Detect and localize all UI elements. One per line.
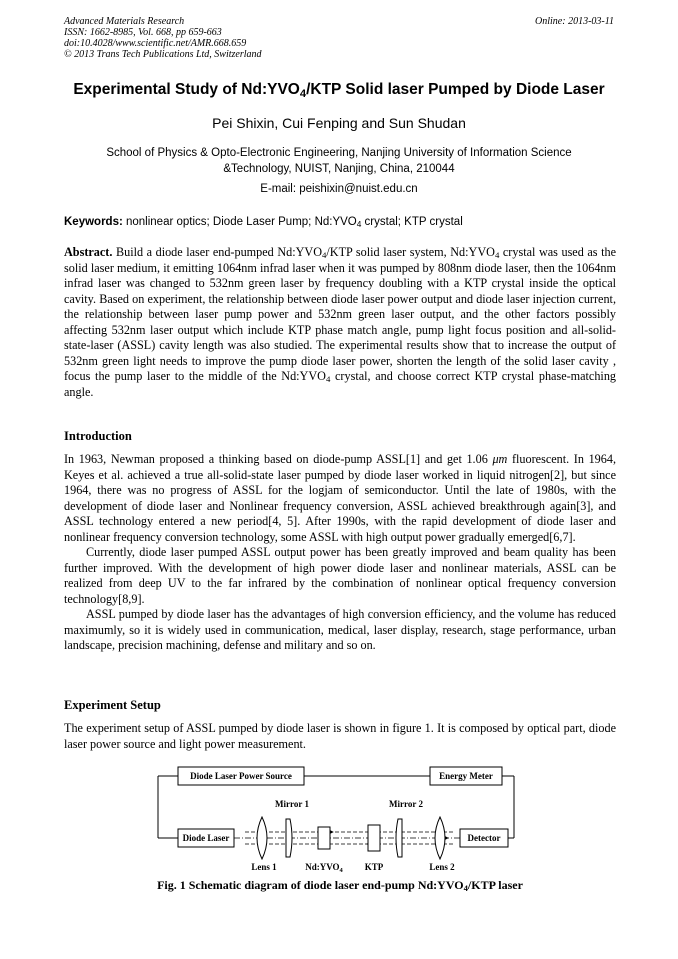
figure-caption: Fig. 1 Schematic diagram of diode laser end-pump $Nd:YVO_4$/KTP laser <box>157 878 523 894</box>
online-date: Online: 2013-03-11 <box>535 16 614 27</box>
setup-heading: Experiment Setup <box>64 698 161 712</box>
abstract: Abstract. Build a diode laser end-pumped $Nd:YVO_4$/KTP solid laser system, $Nd:YVO_4$ crystal was used as the solid laser medium, it emitting 1064nm infrad laser when it was pumped by 808nm diode laser, then the 1064nm infrad laser was changed to 532nm green laser by frequency doubling with a KTP crystal inside the optical cavity. Based on experiment, the relationship between diode laser power output and diode laser injection current, the relationship between laser pump power and 532nm green laser output, and the other factors possibly affecting 532nm laser output which include KTP phase match angle, pump light focus position and all-solid-state-laser (ASSL) cavity length was also studied. The experimental results show that to increase the output of 532nm green light needs to improve the pump diode laser power, shorten the length of the solid laser cavity , focus the pump laser to the middle of the $Nd:YVO_4$ crystal, and choose correct KTP crystal phase-matching angle. <box>64 245 617 399</box>
ndyvo4-crystal-shape <box>318 827 330 849</box>
authors: Pei Shixin, Cui Fenping and Sun Shudan <box>212 115 466 131</box>
affiliation: School of Physics & Opto-Electronic Engineering, Nanjing University of Information Science &Technology, NUIST, Nanjing, China, 210044 <box>106 147 572 175</box>
journal-header <box>64 16 464 60</box>
introduction-body <box>64 452 616 654</box>
mirror-2-label: Mirror 2 <box>389 799 423 809</box>
schematic-figure <box>150 763 520 875</box>
intro-paragraph-3: ASSL pumped by diode laser has the advantages of high conversion efficiency, and the volume has reduced maximumly, so it is widely used in communication, medical, laser display, research, stage performance, urban landscape, precision machining, defense and military and so on. <box>64 607 616 652</box>
schematic-diagram <box>150 763 520 875</box>
crystal-ktp-label: KTP <box>364 862 384 872</box>
keywords: Keywords: nonlinear optics; Diode Laser Pump; $Nd:YVO_4$ crystal; KTP crystal <box>64 216 463 230</box>
introduction-heading: Introduction <box>64 429 132 443</box>
beam-lines <box>234 832 460 844</box>
intro-paragraph-2: Currently, diode laser pumped ASSL output power has been greatly improved and beam quality has been further improved. With the development of high power diode laser and nonlinear materials, ASSL can be realized from deep UV to the far infrared by the combination of nonlinear optical frequency conversion technology[8,9]. <box>64 545 616 606</box>
lens-1-shape <box>257 817 267 859</box>
journal-name: Advanced Materials Research <box>64 16 185 27</box>
power-source-label: Diode Laser Power Source <box>190 771 292 781</box>
mirror-1-label: Mirror 1 <box>275 799 309 809</box>
copyright-line: © 2013 Trans Tech Publications Ltd, Switzerland <box>64 49 262 60</box>
abstract-label: Abstract. <box>64 245 113 259</box>
doi-line[interactable]: doi:10.4028/www.scientific.net/AMR.668.659 <box>64 38 247 49</box>
mirror-1-shape <box>286 819 292 857</box>
issn-line: ISSN: 1662-8985, Vol. 668, pp 659-663 <box>64 27 222 38</box>
lens-1-label: Lens 1 <box>251 862 277 872</box>
email[interactable]: E-mail: peishixin@nuist.edu.cn <box>260 183 418 195</box>
ktp-crystal-shape <box>368 825 380 851</box>
intro-paragraph-1: In 1963, Newman proposed a thinking based on diode-pump ASSL[1] and get 1.06 μm fluorescent. In 1964, Keyes et al. achieved a true all-solid-state laser pumped by diode laser worked in liquid nitrogen[2], but since 1964, there was no progress of ASSL for the logjam of semiconductor. Until the late of 1980s, with the development of diode laser and Nonlinear frequency conversion, ASSL achieved breakthrough again[3], and ASSL technology entered a new period[4, 5]. After 1990s, with the rapid development of diode laser and nonlinear frequency conversion technology, some ASSL with high output power gradually emerged[6,7]. <box>64 452 617 544</box>
paper-title: Experimental Study of $Nd:YVO_4$/KTP Solid laser Pumped by Diode Laser <box>73 81 605 100</box>
keywords-label: Keywords: <box>64 216 123 228</box>
energy-meter-label: Energy Meter <box>439 771 493 781</box>
lens-2-shape <box>435 817 445 859</box>
detector-label: Detector <box>467 833 501 843</box>
setup-body: The experiment setup of ASSL pumped by diode laser is shown in figure 1. It is composed by optical part, diode laser power source and light power measurement. <box>64 721 616 751</box>
lens-2-label: Lens 2 <box>429 862 455 872</box>
mirror-2-shape <box>396 819 402 857</box>
diode-laser-label: Diode Laser <box>182 833 230 843</box>
crystal-ndyvo4-label: $Nd:YVO_4$ <box>305 862 343 874</box>
